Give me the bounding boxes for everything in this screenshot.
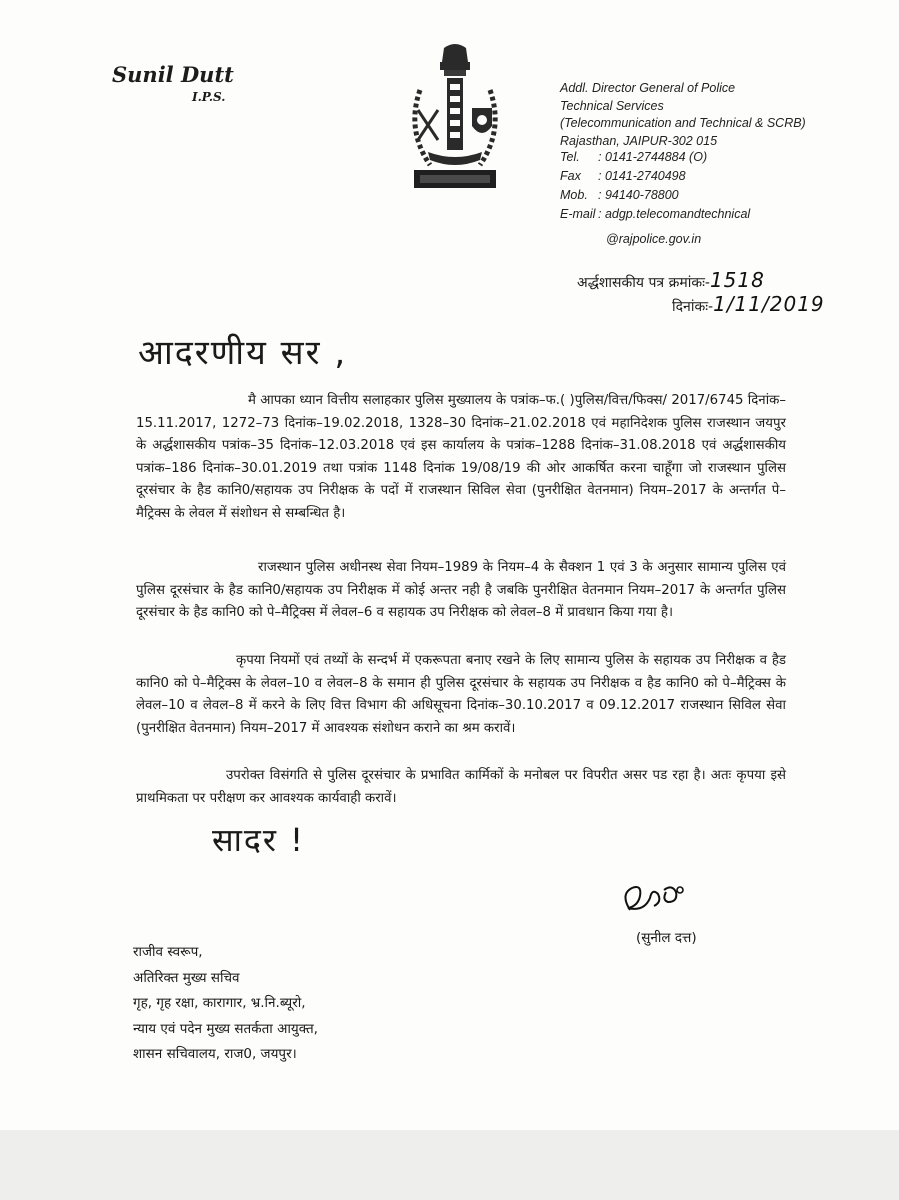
office-address [560,80,860,150]
reference-label: अर्द्धशासकीय पत्र क्रमांकः- [577,275,710,291]
contact-value: : 0141-2744884 (O) [598,150,708,164]
contact-label: Mob. [560,188,588,202]
recipient-line: राजीव स्वरूप, [133,944,203,960]
contact-value: : adgp.telecomandtechnical [598,207,751,221]
office-line: (Telecommunication and Technical & SCRB) [560,116,806,130]
recipient-line: शासन सचिवालय, राज0, जयपुर। [133,1046,297,1062]
salutation: आदरणीय सर , [138,333,348,373]
recipient-line: न्याय एवं पदेन मुख्य सतर्कता आयुक्त, [133,1020,318,1037]
recipient-line: गृह, गृह रक्षा, कारागार, भ्र.नि.ब्यूरो, [133,995,306,1011]
recipient-address [133,940,318,1068]
paragraph: उपरोक्त विसंगति से पुलिस दूरसंचार के प्रभावित कार्मिकों के मनोबल पर विपरीत असर पड रहा है। अतः कृपया इसे प्राथमिकता पर परीक्षण कर आवश्यक कार्यवाही करावें। [136,768,786,806]
reference-date [672,292,825,316]
date-value: 1/11/2019 [713,292,825,316]
contact-label: E-mail [560,207,596,221]
reference-number [577,268,765,292]
contact-row-mobile [560,188,860,207]
recipient-line: अतिरिक्त मुख्य सचिव [133,969,240,986]
contact-label: Tel. [560,150,580,164]
closing: सादर ! [212,821,306,859]
paragraph: मै आपका ध्यान वित्तीय सलाहकार पुलिस मुख्यालय के पत्रांक–फ.( )पुलिस/वित्त/फिक्स/ 2017/6745 दिनांक–15.11.2017, 1272–73 दिनांक–19.02.2018, 1328–30 दिनांक–21.02.2018 एवं महानिदेशक पुलिस राजस्थान जयपुर के अर्द्धशासकीय पत्रांक–35 दिनांक–12.03.2018 एवं इस कार्यालय के पत्रांक–1288 दिनांक–31.08.2018 एवं अर्द्धशासकीय पत्रांक–186 दिनांक–30.01.2019 तथा पत्रांक 1148 दिनांक 19/08/19 की ओर आकर्षित करना चाहूँगा जो राजस्थान पुलिस दूरसंचार के हैड कानि0/सहायक उप निरीक्षक के पदों में राजस्थान सिविल सेवा (पुनरीक्षित वेतनमान) नियम–2017 के अन्तर्गत पे–मैट्रिक्स के लेवल में संशोधन से सम्बन्धित है। [136,393,786,521]
handwritten-signature [616,880,696,930]
contact-row-fax [560,169,860,188]
sender-name: Sunil Dutt [112,62,234,87]
email-continuation: @rajpolice.gov.in [606,232,702,246]
contact-value: : 0141-2740498 [598,169,686,183]
contact-value: : 94140-78800 [598,188,679,202]
paragraph: कृपया नियमों एवं तथ्यों के सन्दर्भ में एकरूपता बनाए रखने के लिए सामान्य पुलिस के सहायक उप निरीक्षक व हैड कानि0 को पे–मैट्रिक्स के लेवल–10 व लेवल–8 के समान ही पुलिस दूरसंचार के सहायक उप निरीक्षक व हैड कानि0 को पे–मैट्रिक्स के लेवल–10 व लेवल–8 में करने के लिए वित्त विभाग की अधिसूचना दिनांक–30.10.2017 व 09.12.2017 राजस्थान सिविल सेवा (पुनरीक्षित वेतनमान) नियम–2017 में आवश्यक संशोधन कराने का श्रम करावें। [136,653,786,736]
signatory-name: (सुनील दत्त) [636,930,697,946]
reference-value: 1518 [709,268,765,292]
rajasthan-police-emblem [400,40,510,200]
office-line: Rajasthan, JAIPUR-302 015 [560,133,718,148]
office-line: Addl. Director General of Police [560,81,736,95]
office-line: Technical Services [560,98,664,113]
contact-row-tel [560,150,860,169]
contact-row-email [560,207,860,226]
date-label: दिनांकः- [672,299,714,315]
contact-label: Fax [560,169,581,183]
sender-service: I.P.S. [192,90,226,104]
contact-details [560,150,860,226]
paragraph: राजस्थान पुलिस अधीनस्थ सेवा नियम–1989 के नियम–4 के सैक्शन 1 एवं 3 के अनुसार सामान्य पुलिस एवं पुलिस दूरसंचार के हैड कानि0/सहायक उप निरीक्षक में कोई अन्तर नही है जबकि पुनरीक्षित वेतनमान नियम–2017 के अन्तर्गत पुलिस दूरसंचार के हैड कानि0 को पे–मैट्रिक्स में लेवल–6 व सहायक उप निरीक्षक को लेवल–8 में प्रावधान किया गया है। [136,560,786,620]
